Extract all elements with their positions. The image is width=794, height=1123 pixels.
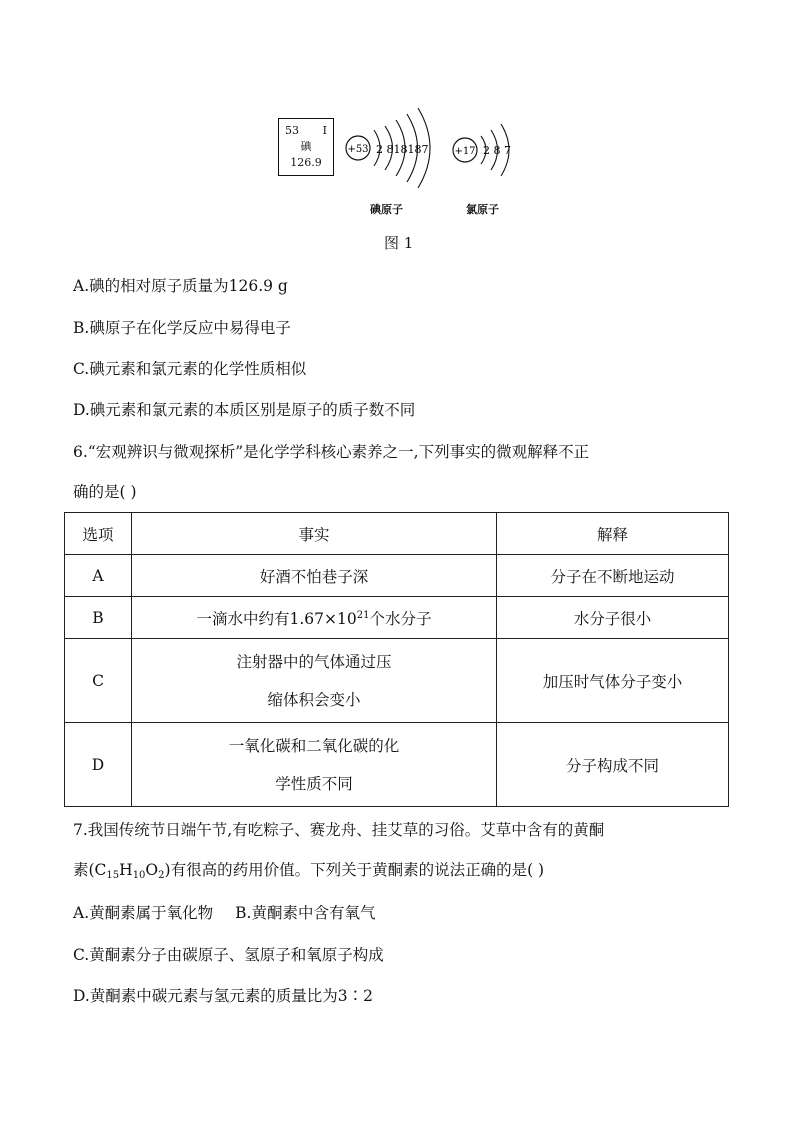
row-fact xyxy=(132,597,497,639)
stem-suffix: )有很高的药用价值。下列关于黄酮素的说法正确的是( ) xyxy=(164,861,545,879)
header-option: 选项 xyxy=(65,513,132,555)
element-name: 碘 xyxy=(300,140,312,153)
formula-o: O xyxy=(145,861,159,879)
iodine-shell-numbers: 2 818187 xyxy=(376,143,429,156)
q5-option-a: A.碘的相对原子质量为126.9 g xyxy=(73,277,288,295)
fact-exponent: 21 xyxy=(356,609,370,621)
table-row xyxy=(65,723,729,807)
atomic-mass: 126.9 xyxy=(290,156,322,169)
row-option: B xyxy=(65,597,132,639)
fact-line: 一氧化碳和二氧化碳的化 xyxy=(228,736,400,755)
formula-sub-h: 10 xyxy=(132,870,146,881)
iodine-atom-caption: 碘原子 xyxy=(370,203,403,216)
row-fact xyxy=(132,723,497,807)
table-row xyxy=(65,639,729,723)
q5-option-d: D.碘元素和氯元素的本质区别是原子的质子数不同 xyxy=(73,401,416,419)
formula-prefix: 素(C xyxy=(73,861,107,879)
table-header-row xyxy=(65,513,729,555)
chlorine-shell-numbers: 2 8 7 xyxy=(483,144,511,157)
row-explanation: 分子在不断地运动 xyxy=(497,555,729,597)
fact-line: 学性质不同 xyxy=(275,774,353,793)
element-symbol: I xyxy=(322,124,327,137)
row-option: C xyxy=(65,639,132,723)
formula-sub-o: 2 xyxy=(158,870,165,881)
q7-stem-line2 xyxy=(73,858,544,881)
q7-option-b: B.黄酮素中含有氧气 xyxy=(235,904,376,922)
table-row xyxy=(65,597,729,639)
header-fact: 事实 xyxy=(132,513,497,555)
figure-1 xyxy=(270,104,530,230)
atomic-number: 53 xyxy=(285,124,299,137)
q5-option-c: C.碘元素和氯元素的化学性质相似 xyxy=(73,360,307,378)
q7-options-ab xyxy=(73,901,375,923)
fact-suffix: 个水分子 xyxy=(369,609,432,628)
q5-option-b: B.碘原子在化学反应中易得电子 xyxy=(73,319,291,337)
chlorine-nucleus-label: +17 xyxy=(454,146,476,157)
fact-line: 缩体积会变小 xyxy=(267,690,361,709)
row-explanation: 水分子很小 xyxy=(497,597,729,639)
formula-sub-c: 15 xyxy=(106,870,120,881)
row-option: A xyxy=(65,555,132,597)
row-explanation: 加压时气体分子变小 xyxy=(497,639,729,723)
row-fact: 好酒不怕巷子深 xyxy=(132,555,497,597)
row-fact xyxy=(132,639,497,723)
row-option: D xyxy=(65,723,132,807)
q7-option-a: A.黄酮素属于氧化物 xyxy=(73,904,214,922)
formula-h: H xyxy=(119,861,133,879)
q7-stem-line1: 7.我国传统节日端午节,有吃粽子、赛龙舟、挂艾草的习俗。艾草中含有的黄酮 xyxy=(73,821,605,839)
figure-title: 图 1 xyxy=(384,234,414,252)
table-row xyxy=(65,555,729,597)
fact-line: 注射器中的气体通过压 xyxy=(236,652,392,671)
header-explanation: 解释 xyxy=(497,513,729,555)
q6-stem-line2: 确的是( ) xyxy=(73,483,137,501)
q7-option-c: C.黄酮素分子由碳原子、氢原子和氧原子构成 xyxy=(73,946,384,964)
q6-stem-line1: 6.“宏观辨识与微观探析”是化学学科核心素养之一,下列事实的微观解释不正 xyxy=(73,443,590,461)
chlorine-atom-caption: 氯原子 xyxy=(466,203,499,216)
iodine-nucleus-label: +53 xyxy=(347,144,369,155)
fact-prefix: 一滴水中约有1.67×10 xyxy=(196,609,357,628)
row-explanation: 分子构成不同 xyxy=(497,723,729,807)
q7-option-d: D.黄酮素中碳元素与氢元素的质量比为3∶2 xyxy=(73,987,374,1005)
q6-table xyxy=(64,512,729,807)
